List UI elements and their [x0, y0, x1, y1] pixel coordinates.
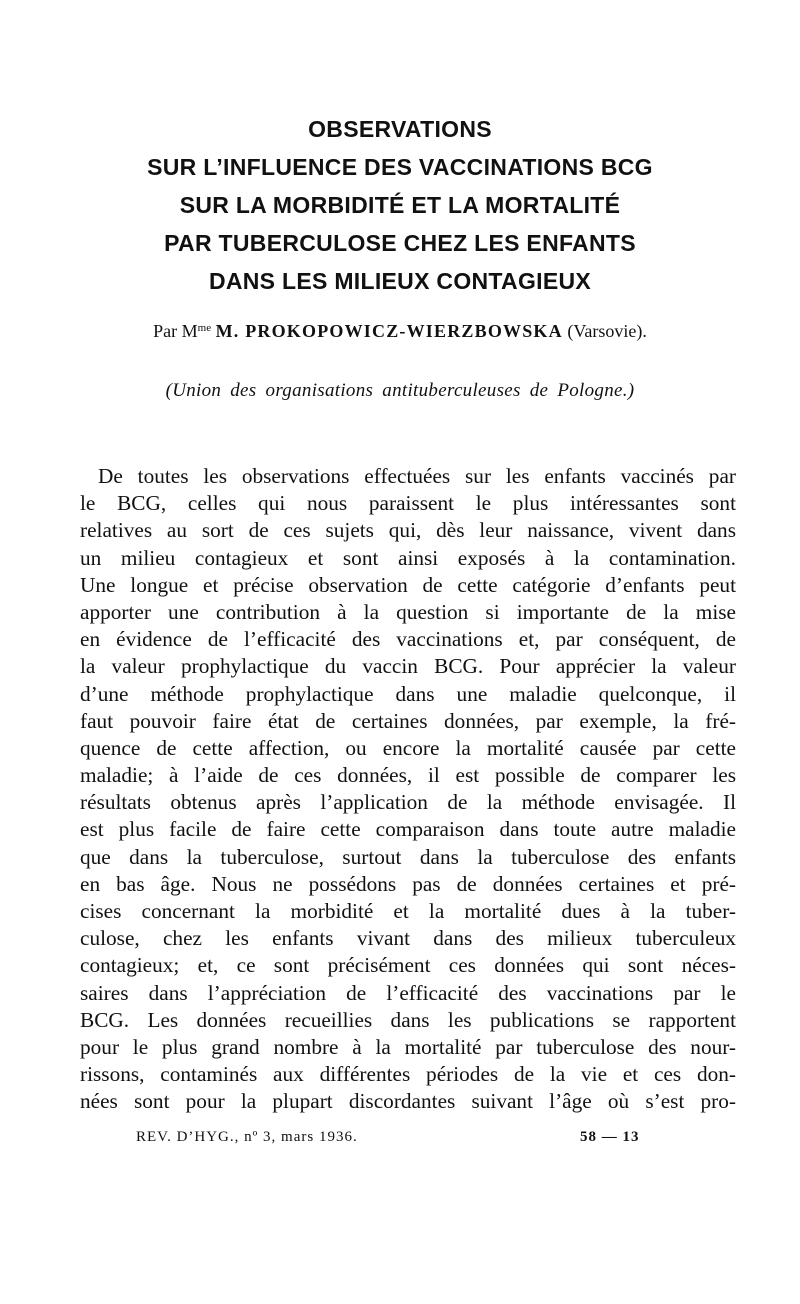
author-affiliation: (Union des organisations antituberculeuses de Pologne.)	[165, 380, 635, 401]
body-line: apporter une contribution à la question si importante de la mise	[80, 599, 736, 624]
author-name: M. PROKOPOWICZ-WIERZBOWSKA	[215, 321, 563, 341]
author-byline	[60, 314, 740, 345]
body-line: le BCG, celles qui nous paraissent le plus intéressantes sont	[80, 491, 736, 516]
body-line: saires dans l’appréciation de l’efficacité des vaccinations par le	[80, 980, 736, 1005]
title-line: SUR LA MORBIDITÉ ET LA MORTALITÉ	[179, 192, 621, 218]
body-line: est plus facile de faire cette comparaison dans toute autre maladie	[80, 817, 736, 842]
author-location: (Varsovie).	[567, 321, 647, 341]
body-line: en bas âge. Nous ne possédons pas de données certaines et pré-	[80, 871, 736, 896]
body-line: De toutes les observations effectuées sur les enfants vaccinés par	[98, 464, 736, 488]
page-number: 58 — 13	[580, 1129, 640, 1145]
body-line: culose, chez les enfants vivant dans des milieux tuberculeux	[80, 926, 736, 951]
body-line: contagieux; et, ce sont précisément ces données qui sont néces-	[80, 953, 736, 978]
journal-citation: REV. D’HYG., nº 3, mars 1936.	[136, 1129, 358, 1145]
body-line: résultats obtenus après l’application de la méthode envisagée. Il	[80, 790, 736, 815]
body-line: maladie; à l’aide de ces données, il est possible de comparer les	[80, 763, 736, 788]
body-line: d’une méthode prophylactique dans une maladie quelconque, il	[80, 681, 736, 706]
byline-prefix: Par M	[153, 321, 198, 341]
title-line: SUR L’INFLUENCE DES VACCINATIONS BCG	[147, 154, 653, 180]
title-line: PAR TUBERCULOSE CHEZ LES ENFANTS	[164, 230, 636, 256]
body-line: cises concernant la morbidité et la mortalité dues à la tuber-	[80, 899, 736, 923]
body-line: nées sont pour la plupart discordantes suivant l’âge où s’est pro-	[80, 1089, 736, 1114]
body-line: quence de cette affection, ou encore la mortalité causée par cette	[80, 735, 736, 760]
body-line: relatives au sort de ces sujets qui, dès leur naissance, vivent dans	[80, 518, 736, 543]
title-line: DANS LES MILIEUX CONTAGIEUX	[208, 268, 592, 294]
body-line: BCG. Les données recueillies dans les publications se rapportent	[80, 1007, 736, 1032]
body-line: faut pouvoir faire état de certaines données, par exemple, la fré-	[80, 708, 736, 733]
body-line: pour le plus grand nombre à la mortalité par tuberculose des nour-	[80, 1034, 736, 1059]
body-line: Une longue et précise observation de cette catégorie d’enfants peut	[80, 572, 736, 597]
body-paragraph	[80, 463, 736, 1116]
byline-title-sup: me	[197, 322, 212, 334]
body-line: que dans la tuberculose, surtout dans la tuberculose des enfants	[80, 844, 736, 869]
body-line: en évidence de l’efficacité des vaccinations et, par conséquent, de	[80, 627, 736, 652]
article-title	[60, 110, 740, 300]
body-line: un milieu contagieux et sont ainsi exposés à la contamination.	[80, 545, 736, 570]
title-line: OBSERVATIONS	[308, 116, 492, 142]
body-line: la valeur prophylactique du vaccin BCG. Pour apprécier la valeur	[80, 654, 736, 679]
body-line: rissons, contaminés aux différentes périodes de la vie et ces don-	[80, 1062, 736, 1087]
